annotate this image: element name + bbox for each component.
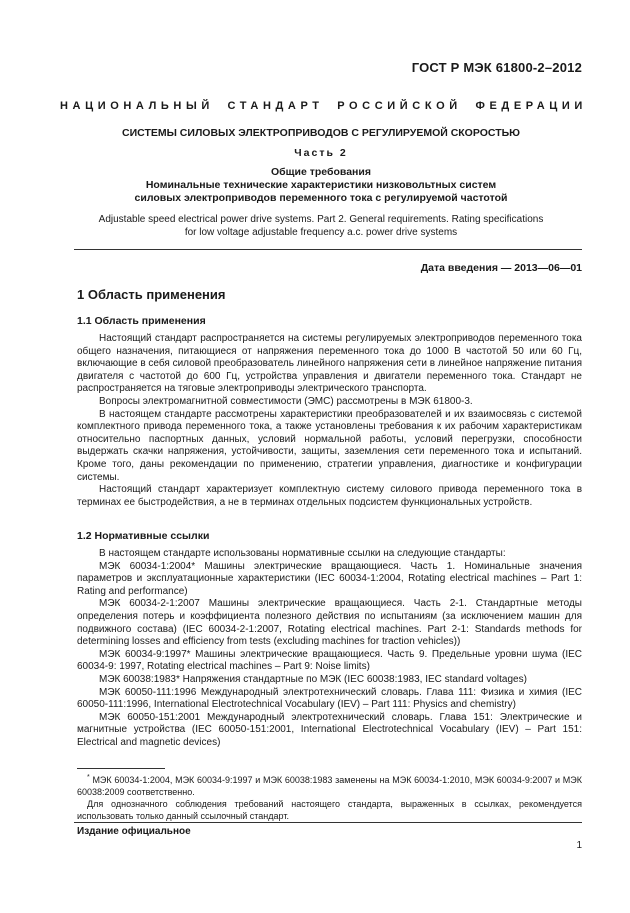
section-heading: 1 Область применения bbox=[77, 287, 226, 302]
document-id: ГОСТ Р МЭК 61800-2–2012 bbox=[411, 60, 582, 75]
paragraph: Вопросы электромагнитной совместимости (ЭМС) рассмотрены в МЭК 61800-3. bbox=[99, 395, 473, 407]
english-title bbox=[60, 213, 582, 239]
reference-item: МЭК 60034-1:2004* Машины электрические вращающиеся. Часть 1. Номинальные значения параметров и эксплуатационные характеристики (IEC 60034-1:2004, Rotating electrical machines – Part 1: Rating and performance) bbox=[77, 560, 582, 597]
system-title: СИСТЕМЫ СИЛОВЫХ ЭЛЕКТРОПРИВОДОВ С РЕГУЛИРУЕМОЙ СКОРОСТЬЮ bbox=[122, 127, 520, 139]
edition-divider bbox=[74, 822, 582, 823]
divider bbox=[74, 249, 582, 250]
reference-item: МЭК 60034-2-1:2007 Машины электрические вращающиеся. Часть 2-1. Стандартные методы определения потерь и коэффициента полезного действия по испытаниям (за исключением машин для подвижного состава) (IEC 60034-2-1:2007, Rotating electrical machines. Part 2-1: Standards methods for determining losses and efficiency from tests (excluding machines for traction vehicles)) bbox=[77, 598, 582, 648]
national-standard-banner: НАЦИОНАЛЬНЫЙ СТАНДАРТ РОССИЙСКОЙ ФЕДЕРАЦИИ bbox=[60, 100, 587, 112]
title-block bbox=[60, 166, 582, 205]
english-title-line-2: for low voltage adjustable frequency a.c. power drive systems bbox=[184, 227, 458, 238]
paragraph: В настоящем стандарте использованы нормативные ссылки на следующие стандарты: bbox=[99, 548, 506, 559]
footnote-note: Для однозначного соблюдения требований настоящего стандарта, выраженных в ссылках, рекомендуется использовать только данный ссылочный стандарт. bbox=[77, 799, 582, 821]
english-title-line-1: Adjustable speed electrical power drive systems. Part 2. General requirements. Rating specifications bbox=[98, 214, 544, 225]
official-edition-label: Издание официальное bbox=[77, 826, 191, 837]
title-line-3: силовых электроприводов переменного тока с регулируемой частотой bbox=[134, 192, 508, 204]
introduction-date: Дата введения — 2013—06—01 bbox=[420, 262, 582, 274]
reference-item: МЭК 60050-111:1996 Международный электротехнический словарь. Глава 111: Физика и химия (IEC 60050-111:1996, International Electrotechnical Vocabulary (IEV) – Part 111: Physics and chemistry) bbox=[77, 686, 582, 711]
subsection-heading-references: 1.2 Нормативные ссылки bbox=[77, 530, 210, 542]
reference-item: МЭК 60034-9:1997* Машины электрические вращающиеся. Часть 9. Предельные уровни шума (IEC 60034-9: 1997, Rotating electrical machines – Part 9: Noise limits) bbox=[77, 648, 582, 673]
title-line-1: Общие требования bbox=[271, 166, 371, 178]
subsection-heading-scope: 1.1 Область применения bbox=[77, 315, 206, 327]
title-line-2: Номинальные технические характеристики низковольтных систем bbox=[145, 179, 497, 191]
reference-item: МЭК 60038:1983* Напряжения стандартные по МЭК (IEC 60038:1983, IEC standard voltages) bbox=[99, 673, 527, 685]
paragraph: В настоящем стандарте рассмотрены характеристики преобразователей и их взаимосвязь с системой комплектного привода переменного тока, а также установлены требования к их рабочим характеристикам относительно паспортных данных, условий нормальной работы, условий перегрузки, способности выдержать скачки напряжения, устойчивости, защиты, заземления сети переменного тока и испытаний. Кроме того, даны рекомендации по применению, стратегии управления, диагностике и конфигурации системы. bbox=[77, 408, 582, 483]
footnote-mark: * bbox=[87, 774, 90, 781]
scope-text bbox=[77, 333, 582, 509]
part-label: Часть 2 bbox=[294, 147, 348, 159]
paragraph: Настоящий стандарт распространяется на системы регулируемых электроприводов переменного тока общего назначения, питающиеся от напряжения переменного тока до 1000 В частотой 50 или 60 Гц, включающие в себя силовой преобразователь линейного напряжения сети в линейное напряжение питания двигателя с частотой до 600 Гц, устройства управления и двигатели переменного тока. Стандарт не распространяется на тяговые электроприводы электрического транспорта. bbox=[77, 333, 582, 395]
footnote-text: МЭК 60034-1:2004, МЭК 60034-9:1997 и МЭК 60038:1983 заменены на МЭК 60034-1:2010, МЭК 60034-9:2007 и МЭК 60038:2009 соответственно. bbox=[77, 775, 582, 797]
references-text bbox=[77, 548, 582, 750]
page-number: 1 bbox=[576, 840, 582, 851]
reference-item: МЭК 60050-151:2001 Международный электротехнический словарь. Глава 151: Электрические и магнитные устройства (IEC 60050-151:2001, International Electrotechnical Vocabulary (IEV) – Part 151: Electrical and magnetic devices) bbox=[77, 711, 582, 748]
footnote bbox=[77, 772, 582, 822]
paragraph: Настоящий стандарт характеризует комплектную систему силового привода переменного тока в терминах ее быстродействия, а не в терминах отдельных подсистем функциональных устройств. bbox=[77, 484, 582, 508]
footnote-divider bbox=[77, 768, 165, 769]
